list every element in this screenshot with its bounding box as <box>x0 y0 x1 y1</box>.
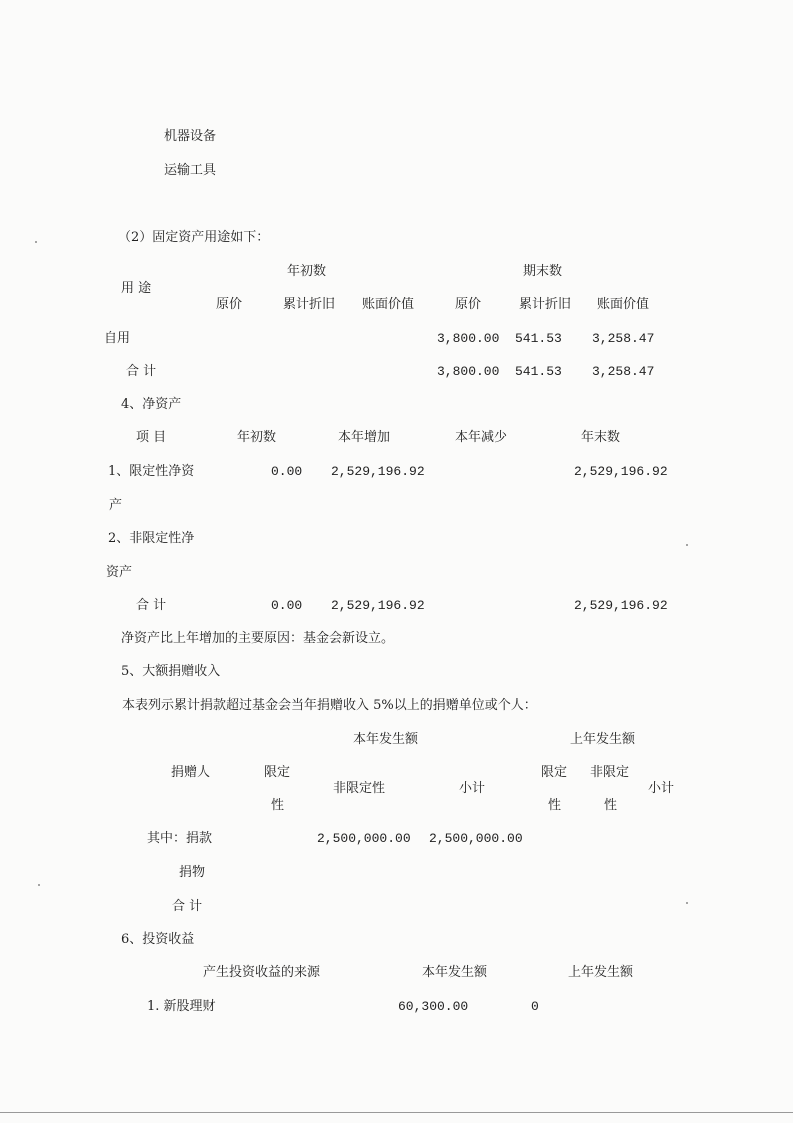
row-self-use-label: 自用 <box>104 331 131 346</box>
col-begin-book: 账面价值 <box>362 297 415 312</box>
row-total-dep: 541.53 <box>515 364 562 379</box>
net-col-decrease: 本年减少 <box>455 430 508 445</box>
col-begin-orig: 原价 <box>216 297 243 312</box>
scan-speck <box>686 544 688 546</box>
net-col-end: 年末数 <box>581 430 621 445</box>
net-assets-reason: 净资产比上年增加的主要原因：基金会新设立。 <box>121 631 395 646</box>
net-total-label: 合 计 <box>136 598 167 613</box>
donations-row-cash-subtotal: 2,500,000.00 <box>429 831 523 846</box>
donations-row-cash-label: 其中：捐款 <box>147 831 213 846</box>
scan-edge-line <box>0 1112 793 1113</box>
net-total-begin: 0.00 <box>271 598 303 613</box>
fixed-assets-heading: （2）固定资产用途如下： <box>118 230 270 245</box>
net-row2-label-a: 2、非限定性净 <box>108 531 195 546</box>
investment-col-this-year: 本年发生额 <box>422 965 488 980</box>
net-col-increase: 本年增加 <box>338 430 391 445</box>
row-total-label: 合 计 <box>126 364 157 379</box>
net-col-item: 项 目 <box>136 430 167 445</box>
donations-group-this-year: 本年发生额 <box>353 732 419 747</box>
donations-col-last-restricted-a: 限定 <box>541 765 568 780</box>
col-end-dep: 累计折旧 <box>519 297 572 312</box>
donations-heading: 5、大额捐赠收入 <box>121 664 221 679</box>
donations-group-last-year: 上年发生额 <box>570 732 636 747</box>
net-row1-end: 2,529,196.92 <box>574 464 668 479</box>
donations-row-cash-unrestricted: 2,500,000.00 <box>317 831 411 846</box>
net-total-end: 2,529,196.92 <box>574 598 668 613</box>
donations-col-last-unrestricted-b: 性 <box>604 798 618 813</box>
net-total-increase: 2,529,196.92 <box>331 598 425 613</box>
donations-col-restricted-a: 限定 <box>264 765 291 780</box>
col-begin-dep: 累计折旧 <box>283 297 336 312</box>
donations-row-goods-label: 捐物 <box>179 865 206 880</box>
row-self-use-dep: 541.53 <box>515 331 562 346</box>
investment-col-source: 产生投资收益的来源 <box>203 965 321 980</box>
donations-col-last-unrestricted-a: 非限定 <box>590 765 630 780</box>
row-self-use-book: 3,258.47 <box>592 331 655 346</box>
col-use: 用 途 <box>121 281 152 296</box>
group-begin-year: 年初数 <box>287 264 327 279</box>
scan-speck <box>686 902 688 904</box>
donations-col-restricted-b: 性 <box>271 798 285 813</box>
investment-row1-last-year: 0 <box>531 999 539 1014</box>
investment-heading: 6、投资收益 <box>121 932 195 947</box>
col-end-book: 账面价值 <box>597 297 650 312</box>
item-machinery: 机器设备 <box>164 129 217 144</box>
net-row1-label-b: 产 <box>109 498 123 513</box>
net-row1-begin: 0.00 <box>271 464 303 479</box>
donations-row-total-label: 合 计 <box>172 899 203 914</box>
investment-row1-this-year: 60,300.00 <box>398 999 469 1014</box>
donations-desc: 本表列示累计捐款超过基金会当年捐赠收入 5%以上的捐赠单位或个人： <box>122 698 537 713</box>
net-row2-label-b: 资产 <box>106 565 133 580</box>
donations-col-unrestricted: 非限定性 <box>333 781 386 796</box>
donations-col-subtotal: 小计 <box>459 781 486 796</box>
net-row1-label-a: 1、限定性净资 <box>108 464 195 479</box>
item-vehicles: 运输工具 <box>164 163 217 178</box>
row-total-orig: 3,800.00 <box>437 364 500 379</box>
net-row1-increase: 2,529,196.92 <box>331 464 425 479</box>
scan-speck <box>38 884 40 886</box>
donations-col-donor: 捐赠人 <box>171 765 211 780</box>
net-col-begin: 年初数 <box>237 430 277 445</box>
row-total-book: 3,258.47 <box>592 364 655 379</box>
net-assets-heading: 4、净资产 <box>121 397 182 412</box>
scan-speck <box>35 241 37 243</box>
col-end-orig: 原价 <box>455 297 482 312</box>
investment-col-last-year: 上年发生额 <box>568 965 634 980</box>
group-period-end: 期末数 <box>523 264 563 279</box>
investment-row1-label: 1. 新股理财 <box>147 999 216 1014</box>
row-self-use-orig: 3,800.00 <box>437 331 500 346</box>
donations-col-last-subtotal: 小计 <box>648 781 675 796</box>
donations-col-last-restricted-b: 性 <box>548 798 562 813</box>
